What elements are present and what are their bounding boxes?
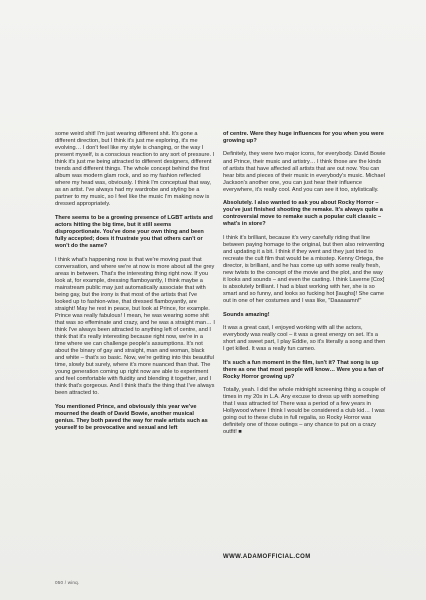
- question-paragraph: Sounds amazing!: [223, 311, 270, 318]
- question-paragraph: of centre. Were they huge influences for you when you were growing up?: [223, 131, 384, 145]
- answer-paragraph: I think it's brilliant, because it's very carefully riding that line between paying homage to the original, but then also reinventing and updating it a bit. I think if they went and they just tried to recreate the cult film that would be a misstep. Kenny Ortega, the director, is brilliant, and he has come up with some really fresh, new twists to the concept of the movie and the plot, and the way it looks and sounds – and even the casting. I think Laverne [Cox] is absolutely brilliant. I had a blast working with her, she is so smart and so funny, and looks so fucking hot [laughs]! She came out in one of her costumes and I was like, "Daaaaamn!": [223, 234, 385, 305]
- answer-paragraph: Totally, yeah. I did the whole midnight screening thing a couple of times in my 20s in L.A. Any excuse to dress up with something that I was attracted to! There was a period of a few years in Hollywood where I think I would be considered a club kid… I was going out to these clubs in full regalia, so Rocky Horror was definitely one of those outings – any chance to put on a crazy outfit! ■: [223, 387, 386, 436]
- right-column: [223, 131, 387, 443]
- page-folio: 050 / winq.: [55, 580, 80, 585]
- answer-paragraph: Definitely, they were two major icons, for everybody. David Bowie and Prince, their music and artistry… I think those are the kinds of artists that have affected all artists that are out now. You can hear bits and pieces of their music in everybody's music. Michael Jackson's another one, you can just hear their influence everywhere, it's really cool. And you can see it too, stylistically.: [223, 151, 386, 193]
- website-url[interactable]: WWW.ADAMOFFICIAL.COM: [223, 554, 311, 560]
- answer-paragraph: It was a great cast, I enjoyed working with all the actors, everybody was really cool – it was a great energy on set. It's a short and sweet part, I play Eddie, so it's literally a song and then I get killed. It was a really fun cameo.: [223, 325, 386, 353]
- answer-paragraph: some weird shit! I'm just wearing different shit. It's gone a different direction, but I think it's just me exploring, it's me evolving… I don't feel like my style is changing, or the way I present myself, is a conscious reaction to any sort of pressure. I think it's just me being attracted to different designers, different trends and different things. The whole concept behind the first album was modern glam rock, and so my fashion reflected where my head was, obviously. I think I'm conceptual that way, as an artist. I've always had my wardrobe and styling be a partner to my music, so I feel like the music I'm making now is dressed appropriately.: [55, 131, 215, 208]
- left-column: [55, 131, 215, 438]
- question-paragraph: It's such a fun moment in the film, isn't it? That song is up there as one that most people will know… Were you a fan of Rocky Horror growing up?: [223, 359, 384, 380]
- question-paragraph: Absolutely. I also wanted to ask you about Rocky Horror – you've just finished shooting the remake. It's always quite a controversial move to remake such a popular cult classic – what's in store?: [223, 200, 383, 228]
- question-paragraph: There seems to be a growing presence of LGBT artists and actors hitting the big time, but it still seems disproportionate. You've done your own thing and been fully accepted; does it frustrate you that others can't or won't do the same?: [55, 214, 213, 250]
- answer-paragraph: I think what's happening now is that we're moving past that conversation, and where we're at now is more about all the grey areas in between. That's the interesting thing right now. If you look at, for example, dressing flamboyantly, I think maybe a mainstream public may just automatically associate that with being gay, but the irony is that most of the artists that I've looked up to fashion-wise, that dressed flamboyantly, are straight! May he rest in peace, but look at Prince, for example. Prince was really fabulous! I mean, he was wearing some shit that was so effeminate and crazy, and he was a straight man… I think I've always been attracted to anything left of centre, and I think that it's really interesting because right now, we're in a time where we can challenge people's assumptions. It's not about the binary of gay and straight, man and woman, black and white – that's so basic. Now, we're getting into this beautiful time, slowly but surely, where it's more nuanced than that. The young generation coming up right now are able to experiment and feel comfortable with fluidity and blending it together, and I think that's gorgeous. And I think that's the thing that I've always been attracted to.: [55, 256, 215, 397]
- question-paragraph: You mentioned Prince, and obviously this year we've mourned the death of David Bowie, another musical genius. They both paved the way for male artists such as yourself to be provocative and sexual and left: [55, 403, 208, 431]
